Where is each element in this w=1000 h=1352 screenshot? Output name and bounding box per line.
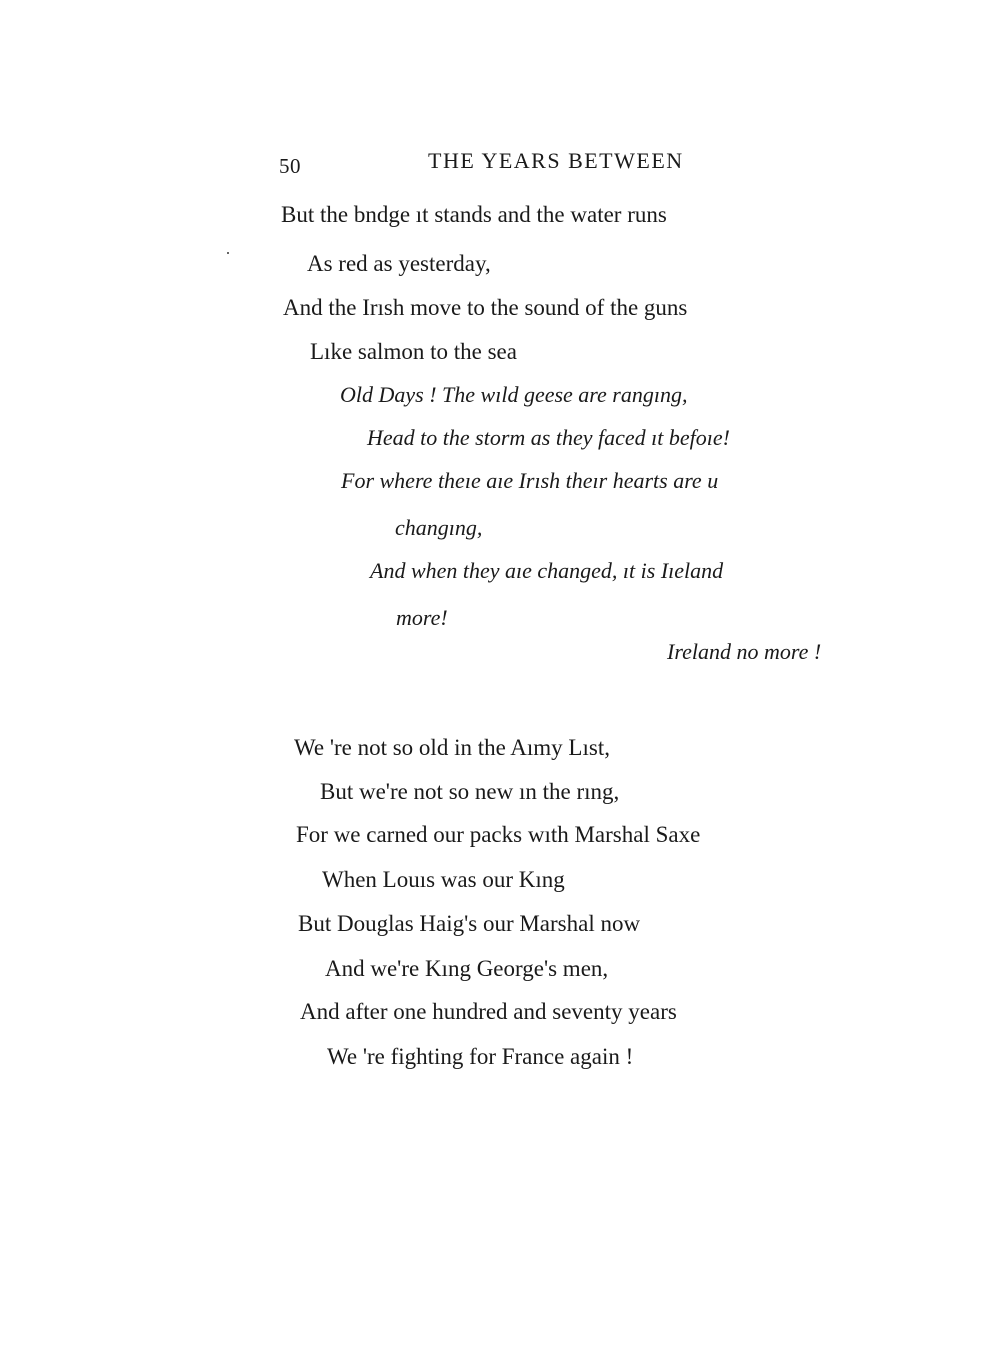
verse-line: Lıke salmon to the sea [310,339,517,364]
refrain-line: And when they aıe changed, ıt is Iıeland [370,558,724,583]
verse-line: We 're fighting for France again ! [327,1044,634,1069]
running-title: THE YEARS BETWEEN [428,148,684,173]
verse-line: And the Irısh move to the sound of the guns [283,295,688,320]
verse-line: For we carned our packs wıth Marshal Saxe [296,822,701,847]
refrain-line: For where theıe aıe Irısh theır hearts are u [341,468,719,493]
refrain-line: Old Days ! The wıld geese are rangıng, [340,382,688,407]
refrain-line: Ireland no more ! [667,639,822,664]
verse-line: When Louıs was our Kıng [322,867,565,892]
refrain-line: Head to the storm as they faced ıt befoıe! [367,425,730,450]
verse-line: And we're Kıng George's men, [325,956,609,981]
refrain-line: changıng, [395,515,483,540]
verse-line: And after one hundred and seventy years [300,999,677,1024]
print-speck [227,252,229,254]
page-number: 50 [279,154,301,178]
refrain-line: more! [396,605,448,630]
verse-line: But Douglas Haig's our Marshal now [298,911,641,936]
verse-line: As red as yesterday, [307,251,491,276]
verse-line: But the bndge ıt stands and the water runs [281,202,667,227]
verse-line: We 're not so old in the Aımy Lıst, [294,735,610,760]
verse-line: But we're not so new ın the rıng, [320,779,620,804]
